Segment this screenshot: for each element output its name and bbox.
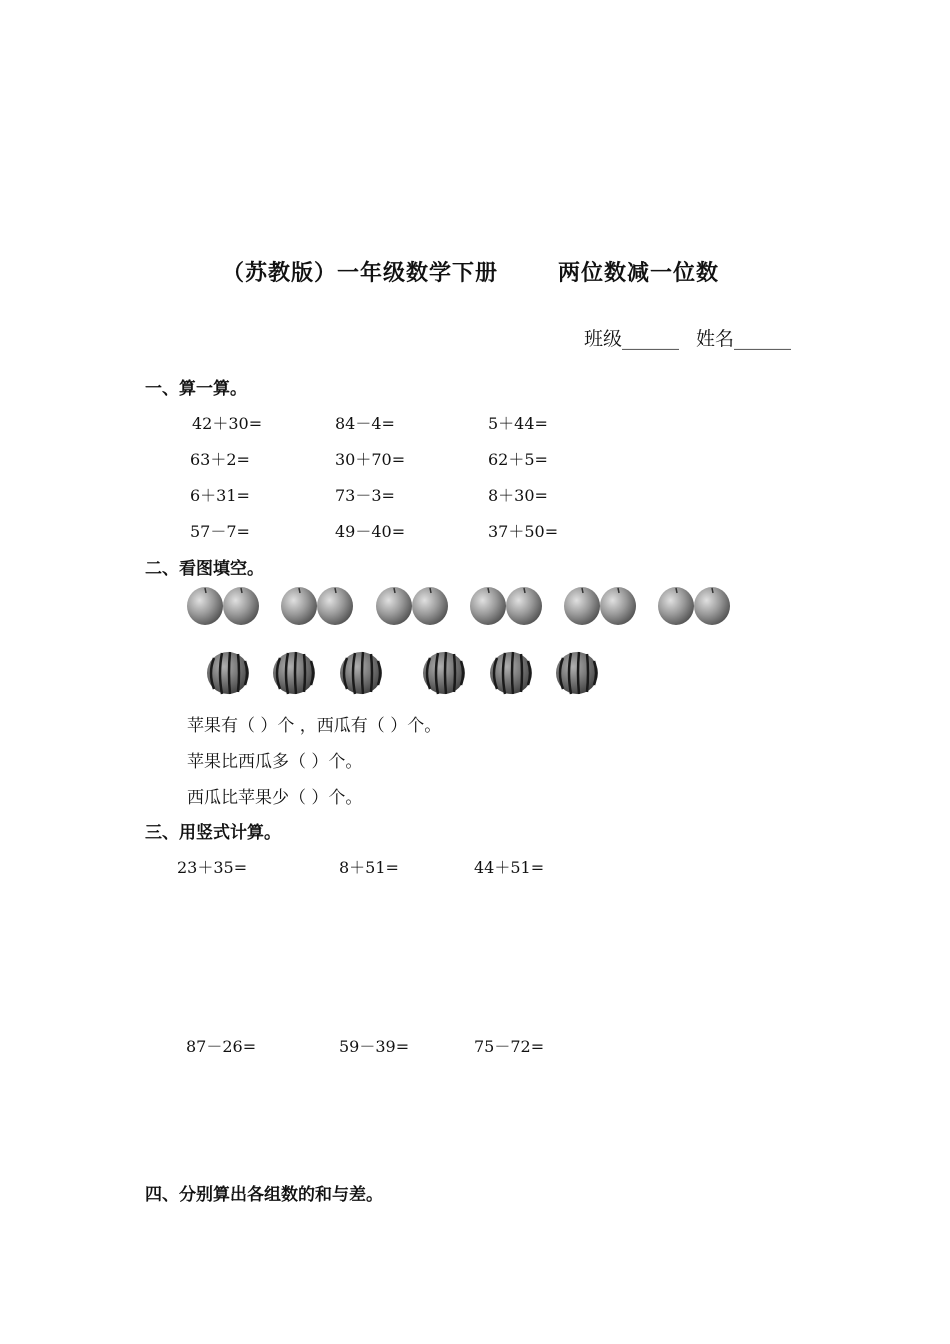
watermelon-icon xyxy=(340,652,382,694)
watermelon-row xyxy=(205,650,605,696)
watermelon-icon xyxy=(490,652,532,694)
equation: 63＋2= xyxy=(190,450,250,469)
fill-line-less: 西瓜比苹果少（ ）个。 xyxy=(187,788,363,808)
apple-icon xyxy=(658,587,694,625)
apple-icon xyxy=(470,587,506,625)
apple-row xyxy=(185,584,745,628)
equation: 8＋51= xyxy=(339,858,399,877)
section-4-heading: 四、分别算出各组数的和与差。 xyxy=(145,1185,383,1205)
apple-icon xyxy=(694,587,730,625)
equation: 49－40= xyxy=(335,522,406,541)
apple-icon xyxy=(281,587,317,625)
apple-icon xyxy=(187,587,223,625)
apple-icon xyxy=(564,587,600,625)
equation: 6＋31= xyxy=(190,486,250,505)
section-1-heading: 一、算一算。 xyxy=(145,379,247,399)
equation: 37＋50= xyxy=(488,522,559,541)
equation: 8＋30= xyxy=(488,486,548,505)
page-title: （苏教版）一年级数学下册 xyxy=(222,261,499,286)
equation: 73－3= xyxy=(335,486,395,505)
class-field[interactable]: 班级______ xyxy=(584,328,680,350)
watermelon-icon xyxy=(207,652,249,694)
fill-line-more: 苹果比西瓜多（ ）个。 xyxy=(187,752,363,772)
apple-icon xyxy=(412,587,448,625)
page-topic: 两位数减一位数 xyxy=(558,261,720,286)
equation: 62＋5= xyxy=(488,450,548,469)
apple-icon xyxy=(317,587,353,625)
watermelon-icon xyxy=(556,652,598,694)
equation: 44＋51= xyxy=(474,858,545,877)
section-2-heading: 二、看图填空。 xyxy=(145,559,264,579)
equation: 75－72= xyxy=(474,1037,545,1056)
watermelon-icon xyxy=(273,652,315,694)
apple-icon xyxy=(506,587,542,625)
apple-icon xyxy=(376,587,412,625)
equation: 30＋70= xyxy=(335,450,406,469)
watermelon-icon xyxy=(423,652,465,694)
apple-icon xyxy=(600,587,636,625)
equation: 5＋44= xyxy=(488,414,548,433)
equation: 59－39= xyxy=(339,1037,410,1056)
apple-icon xyxy=(223,587,259,625)
equation: 84－4= xyxy=(335,414,395,433)
fill-line-counts: 苹果有（ ）个 ，西瓜有（ ）个。 xyxy=(187,716,442,736)
equation: 23＋35= xyxy=(177,858,248,877)
equation: 87－26= xyxy=(186,1037,257,1056)
equation: 42＋30= xyxy=(192,414,263,433)
name-field[interactable]: 姓名______ xyxy=(696,328,792,350)
section-3-heading: 三、用竖式计算。 xyxy=(145,823,281,843)
equation: 57－7= xyxy=(190,522,250,541)
